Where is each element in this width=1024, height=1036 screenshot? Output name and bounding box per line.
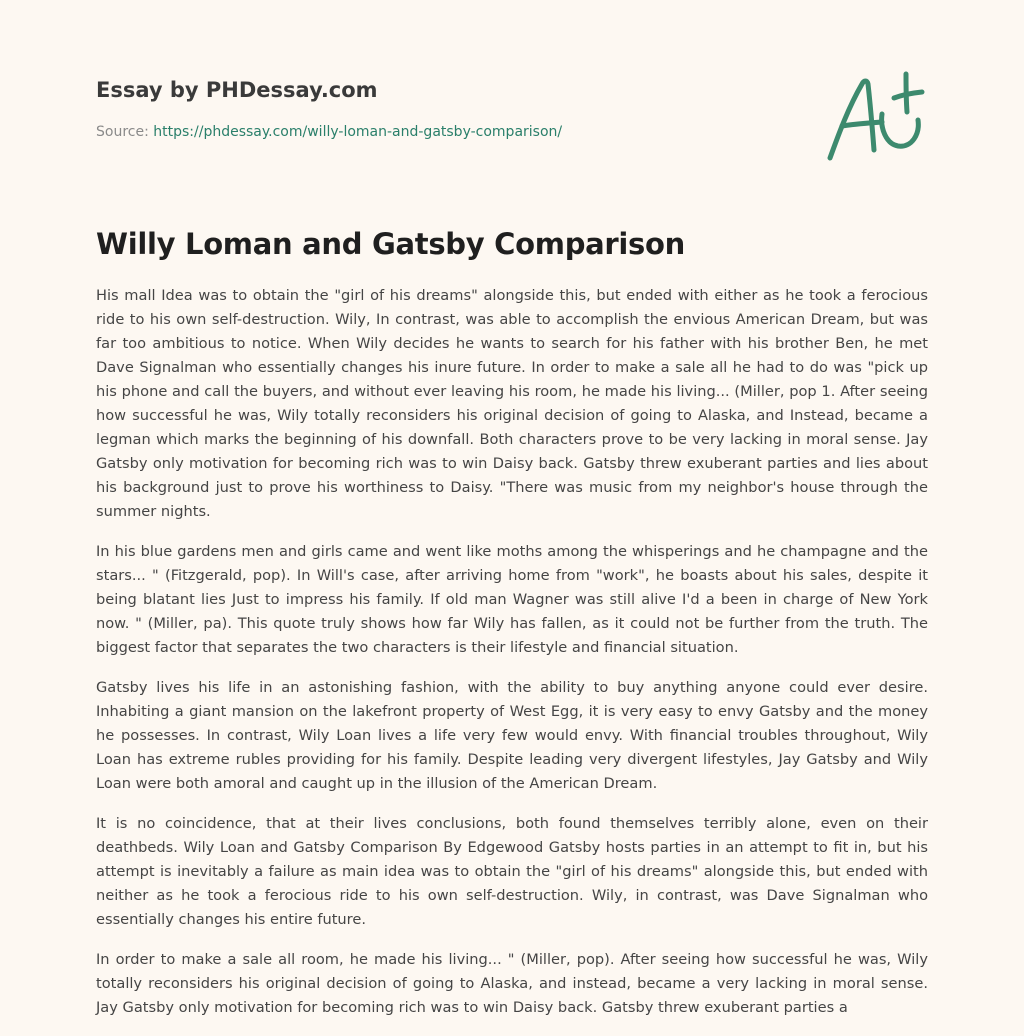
source-line	[96, 123, 696, 141]
page-header	[96, 76, 696, 141]
essay-paragraph: It is no coincidence, that at their lives conclusions, both found themselves terribly alone, even on their deathbeds. Wily Loan and Gatsby Comparison By Edgewood Gatsby hosts parties in an attempt to fit in, but his attempt is inevitably a failure as main idea was to obtain the "girl of his dreams" alongside this, but ended with neither as he took a ferocious ride to his own self-destruction. Wily, in contrast, was Dave Signalman who essentially changes his entire future.	[96, 815, 928, 928]
essay-paragraph: His mall Idea was to obtain the "girl of his dreams" alongside this, but ended with either as he took a ferocious ride to his own self-destruction. Wily, In contrast, was able to accomplish the envious American Dream, but was far too ambitious to notice. When Wily decides he wants to search for his father with his brother Ben, he met Dave Signalman who essentially changes his inure future. In order to make a sale all he had to do was "pick up his phone and call the buyers, and without ever leaving his room, he made his living... (Miller, pop 1. After seeing how successful he was, Wily totally reconsiders his original decision of going to Alaska, and Instead, became a legman which marks the beginning of his downfall. Both characters prove to be very lacking in moral sense. Jay Gatsby only motivation for becoming rich was to win Daisy back. Gatsby threw exuberant parties and lies about his background just to prove his worthiness to Daisy. "There was music from my neighbor's house through the summer nights.	[96, 287, 928, 520]
essay-paragraph: Gatsby lives his life in an astonishing fashion, with the ability to buy anything anyone could ever desire. Inhabiting a giant mansion on the lakefront property of West Egg, it is very easy to envy Gatsby and the money he possesses. In contrast, Wily Loan lives a life very few would envy. With financial troubles throughout, Wily Loan has extreme rubles providing for his family. Despite leading very divergent lifestyles, Jay Gatsby and Wily Loan were both amoral and caught up in the illusion of the American Dream.	[96, 679, 928, 792]
essay-paragraph: In his blue gardens men and girls came and went like moths among the whisperings and he champagne and the stars... " (Fitzgerald, pop). In Will's case, after arriving home from "work", he boasts about his sales, despite it being blatant lies Just to impress his family. If old man Wagner was still alive I'd a been in charge of New York now. " (Miller, pa). This quote truly shows how far Wily has fallen, as it could not be further from the truth. The biggest factor that separates the two characters is their lifestyle and financial situation.	[96, 543, 928, 656]
a-plus-grade-icon	[822, 68, 932, 164]
source-link[interactable]: https://phdessay.com/willy-loman-and-gatsby-comparison/	[153, 124, 563, 140]
essay-paragraph: In order to make a sale all room, he made his living... " (Miller, pop). After seeing how successful he was, Wily totally reconsiders his original decision of going to Alaska, and instead, became a very lacking in moral sense. Jay Gatsby only motivation for becoming rich was to win Daisy back. Gatsby threw exuberant parties a	[96, 951, 928, 1016]
essay-title: Willy Loman and Gatsby Comparison	[96, 227, 685, 261]
essay-body	[96, 284, 928, 1036]
source-label: Source:	[96, 124, 149, 140]
brand-title: Essay by PHDessay.com	[96, 78, 378, 102]
